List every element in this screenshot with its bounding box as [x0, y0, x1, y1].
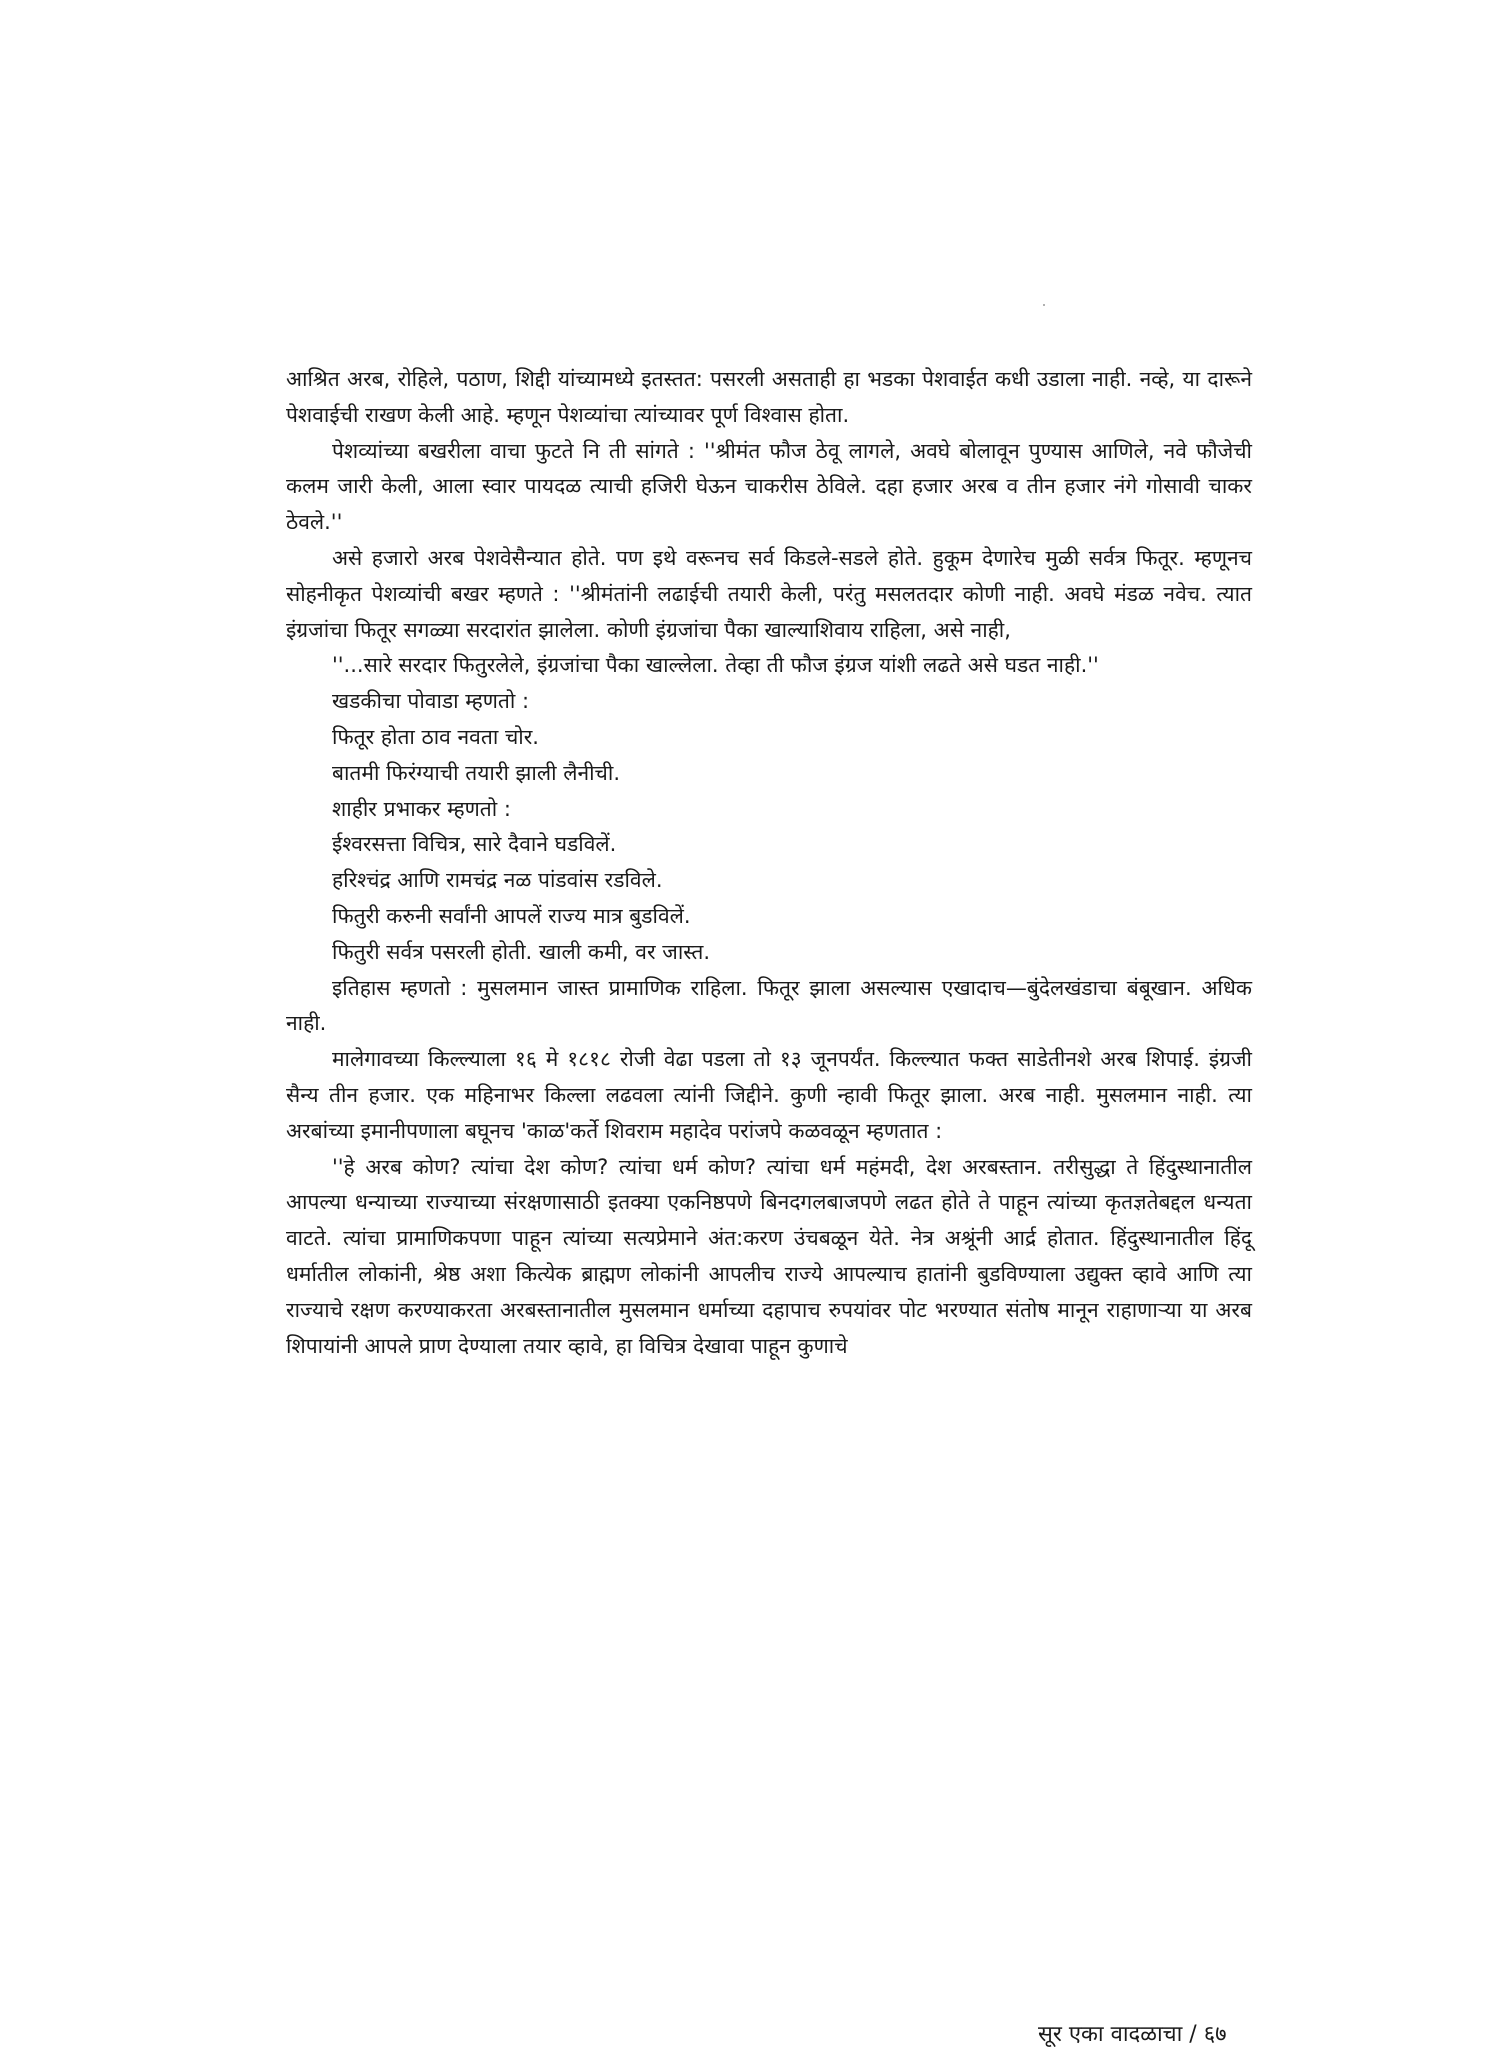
- paragraph-5: इतिहास म्हणतो : मुसलमान जास्त प्रामाणिक राहिला. फितूर झाला असल्यास एखादाच—बुंदेलखंडाचा बंबूखान. अधिक नाही.: [286, 975, 1252, 1036]
- verse-line-3: बातमी फिरंग्याची तयारी झाली लैनीची.: [332, 760, 621, 785]
- verse-line-2: फितूर होता ठाव नवता चोर.: [332, 724, 539, 749]
- body-text: [286, 362, 1252, 1364]
- paragraph-1: आश्रित अरब, रोहिले, पठाण, शिद्दी यांच्यामध्ये इतस्तत: पसरली असताही हा भडका पेशवाईत कधी उडाला नाही. नव्हे, या दारूने पेशवाईची राखण केली आहे. म्हणून पेशव्यांचा त्यांच्यावर पूर्ण विश्वास होता.: [286, 367, 1252, 427]
- scan-speck: [1043, 304, 1045, 306]
- verse-line-6: हरिश्चंद्र आणि रामचंद्र नळ पांडवांस रडविले.: [332, 868, 663, 893]
- paragraph-6: मालेगावच्या किल्ल्याला १६ मे १८१८ रोजी वेढा पडला तो १३ जूनपर्यंत. किल्ल्यात फक्त साडेतीनशे अरब शिपाई. इंग्रजी सैन्य तीन हजार. एक महिनाभर किल्ला लढवला त्यांनी जिद्दीने. कुणी न्हावी फितूर झाला. अरब नाही. मुसलमान नाही. त्या अरबांच्या इमानीपणाला बघूनच 'काळ'कर्ते शिवराम महादेव परांजपे कळवळून म्हणतात :: [286, 1047, 1252, 1143]
- paragraph-2: पेशव्यांच्या बखरीला वाचा फुटते नि ती सांगते : ''श्रीमंत फौज ठेवू लागले, अवघे बोलावून पुण्यास आणिले, नवे फौजेची कलम जारी केली, आला स्वार पायदळ त्याची हजिरी घेऊन चाकरीस ठेविले. दहा हजार अरब व तीन हजार नंगे गोसावी चाकर ठेवले.'': [286, 438, 1252, 535]
- page-footer: सूर एका वादळाचा / ६७: [1038, 2022, 1227, 2047]
- verse-line-8: फितुरी सर्वत्र पसरली होती. खाली कमी, वर जास्त.: [332, 939, 711, 964]
- verse-line-5: ईश्वरसत्ता विचित्र, सारे दैवाने घडविलें.: [332, 832, 617, 857]
- paragraph-3: असे हजारो अरब पेशवेसैन्यात होते. पण इथे वरूनच सर्व किडले-सडले होते. हुकूम देणारेच मुळी सर्वत्र फितूर. म्हणूनच सोहनीकृत पेशव्यांची बखर म्हणते : ''श्रीमंतांनी लढाईची तयारी केली, परंतु मसलतदार कोणी नाही. अवघे मंडळ नवेच. त्यात इंग्रजांचा फितूर सगळ्या सरदारांत झालेला. कोणी इंग्रजांचा पैका खाल्याशिवाय राहिला, असे नाही,: [286, 545, 1252, 642]
- verse-line-7: फितुरी करुनी सर्वांनी आपलें राज्य मात्र बुडविलें.: [332, 903, 691, 928]
- verse-line-4: शाहीर प्रभाकर म्हणतो :: [332, 796, 511, 821]
- paragraph-4-quote: ''...सारे सरदार फितुरलेले, इंग्रजांचा पैका खाल्लेला. तेव्हा ती फौज इंग्रज यांशी लढते असे घडत नाही.'': [332, 653, 1099, 678]
- paragraph-7-quote: ''हे अरब कोण? त्यांचा देश कोण? त्यांचा धर्म कोण? त्यांचा धर्म महंमदी, देश अरबस्तान. तरीसुद्धा ते हिंदुस्थानातील आपल्या धन्याच्या राज्याच्या संरक्षणासाठी इतक्या एकनिष्ठपणे बिनदगलबाजपणे लढत होते ते पाहून त्यांच्या कृतज्ञतेबद्दल धन्यता वाटते. त्यांचा प्रामाणिकपणा पाहून त्यांच्या सत्यप्रेमाने अंत:करण उंचबळून येते. नेत्र अश्रूंनी आर्द्र होतात. हिंदुस्थानातील हिंदू धर्मातील लोकांनी, श्रेष्ठ अशा कित्येक ब्राह्मण लोकांनी आपलीच राज्ये आपल्याच हातांनी बुडविण्याला उद्युक्त व्हावे आणि त्या राज्याचे रक्षण करण्याकरता अरबस्तानातील मुसलमान धर्माच्या दहापाच रुपयांवर पोट भरण्यात संतोष मानून राहाणाऱ्या या अरब शिपायांनी आपले प्राण देण्याला तयार व्हावे, हा विचित्र देखावा पाहून कुणाचे: [286, 1154, 1252, 1358]
- verse-line-1: खडकीचा पोवाडा म्हणतो :: [332, 689, 530, 714]
